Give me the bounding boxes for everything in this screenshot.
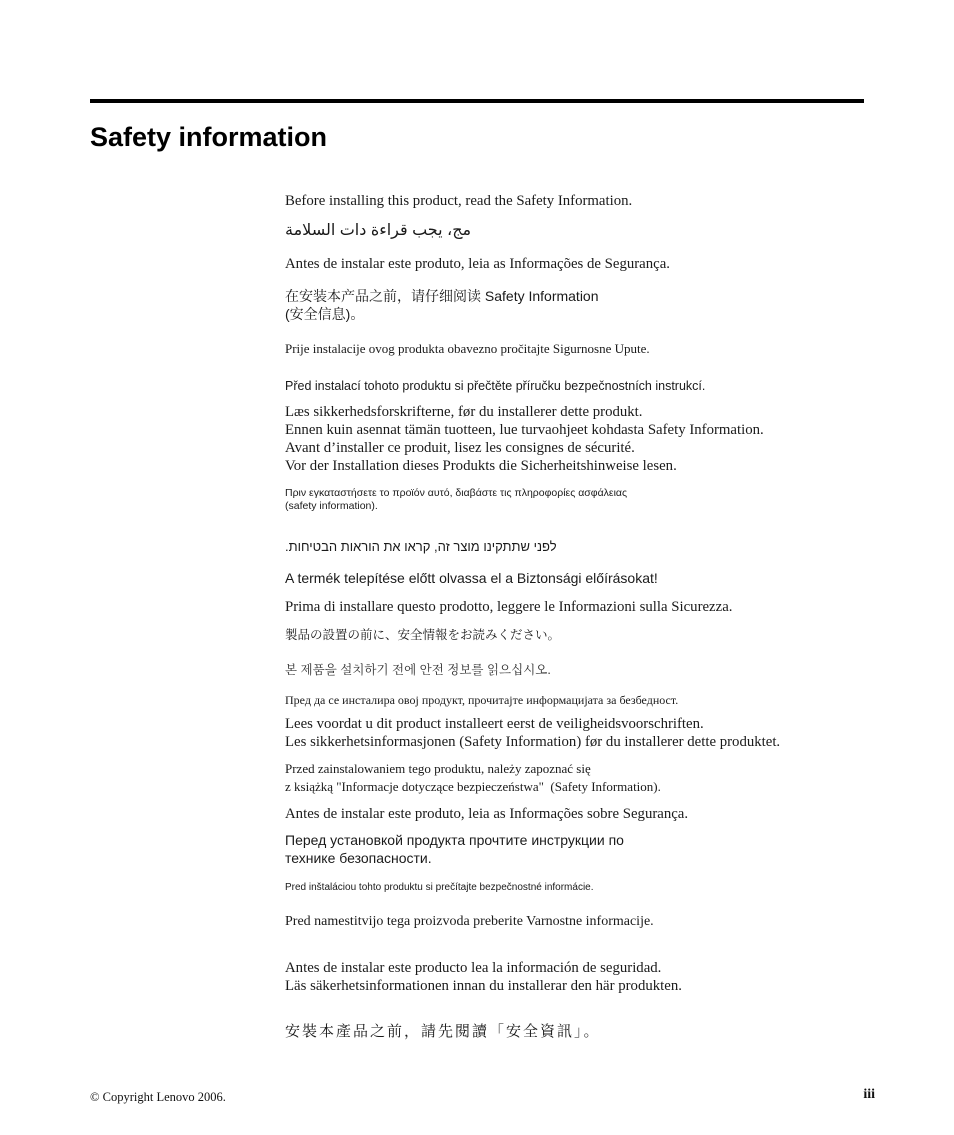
notice-greek: Πριν εγκαταστήσετε το προϊόν αυτό, διαβάστε τις πληροφορίες ασφάλειας (safety information).: [285, 487, 628, 512]
notice-russian: Перед установкой продукта прочтите инструкции по технике безопасности.: [285, 832, 624, 866]
notice-chinese-traditional: 安裝本產品之前，請先閱讀「安全資訊」。: [285, 1024, 601, 1040]
notice-croatian: Prije instalacije ovog produkta obavezno pročitajte Sigurnosne Upute.: [285, 341, 650, 356]
notice-dutch-norwegian: Lees voordat u dit product installeert eerst de veiligheidsvoorschriften. Les sikkerhetsinformasjonen (Safety Information) før du installerer dette produktet.: [285, 716, 781, 750]
notice-arabic: مج، يجب قراءة دات السلامة: [285, 222, 472, 239]
page-title: Safety information: [90, 122, 328, 152]
notice-polish: Przed zainstalowaniem tego produktu, należy zapoznać się z książką "Informacje dotyczące bezpieczeństwa" (Safety Information).: [285, 761, 661, 794]
notice-portuguese-pt: Antes de instalar este produto, leia as Informações sobre Segurança.: [285, 806, 689, 822]
notice-english: Before installing this product, read the Safety Information.: [285, 193, 633, 209]
notice-czech: Před instalací tohoto produktu si přečtěte příručku bezpečnostních instrukcí.: [285, 379, 706, 393]
header-rule: [90, 99, 864, 103]
notice-japanese: 製品の設置の前に、安全情報をお読みください。: [285, 628, 561, 642]
notice-multi-nordic-fr-de: Læs sikkerhedsforskrifterne, før du installerer dette produkt. Ennen kuin asennat tämän tuotteen, lue turvaohjeet kohdasta Safety Information. Avant d’installer ce produit, lisez les consignes de sécurité. Vor der Installation dieses Produkts die Sicherheitshinweise lesen.: [285, 404, 764, 474]
notice-chinese-simplified: 在安装本产品之前，请仔细阅读 Safety Information (安全信息)。: [285, 288, 599, 322]
page-number: iii: [863, 1087, 875, 1102]
notice-hebrew: לפני שתתקינו מוצר זה, קראו את הוראות הבטיחות.: [285, 539, 557, 554]
notice-slovenian: Pred namestitvijo tega proizvoda preberite Varnostne informacije.: [285, 914, 654, 929]
notice-slovak: Pred inštaláciou tohto produktu si prečítajte bezpečnostné informácie.: [285, 882, 594, 893]
notice-korean: 본 제품을 설치하기 전에 안전 정보를 읽으십시오.: [285, 663, 551, 677]
copyright-notice: © Copyright Lenovo 2006.: [90, 1090, 226, 1104]
notice-hungarian: A termék telepítése előtt olvassa el a Biztonsági előírásokat!: [285, 570, 658, 586]
notice-italian: Prima di installare questo prodotto, leggere le Informazioni sulla Sicurezza.: [285, 599, 733, 615]
notice-macedonian: Пред да се инсталира овој продукт, прочитајте информацијата за безбедност.: [285, 693, 679, 707]
notice-spanish-swedish: Antes de instalar este producto lea la información de seguridad. Läs säkerhetsinformationen innan du installerar den här produkten.: [285, 960, 682, 994]
notice-portuguese-br: Antes de instalar este produto, leia as Informações de Segurança.: [285, 256, 670, 272]
